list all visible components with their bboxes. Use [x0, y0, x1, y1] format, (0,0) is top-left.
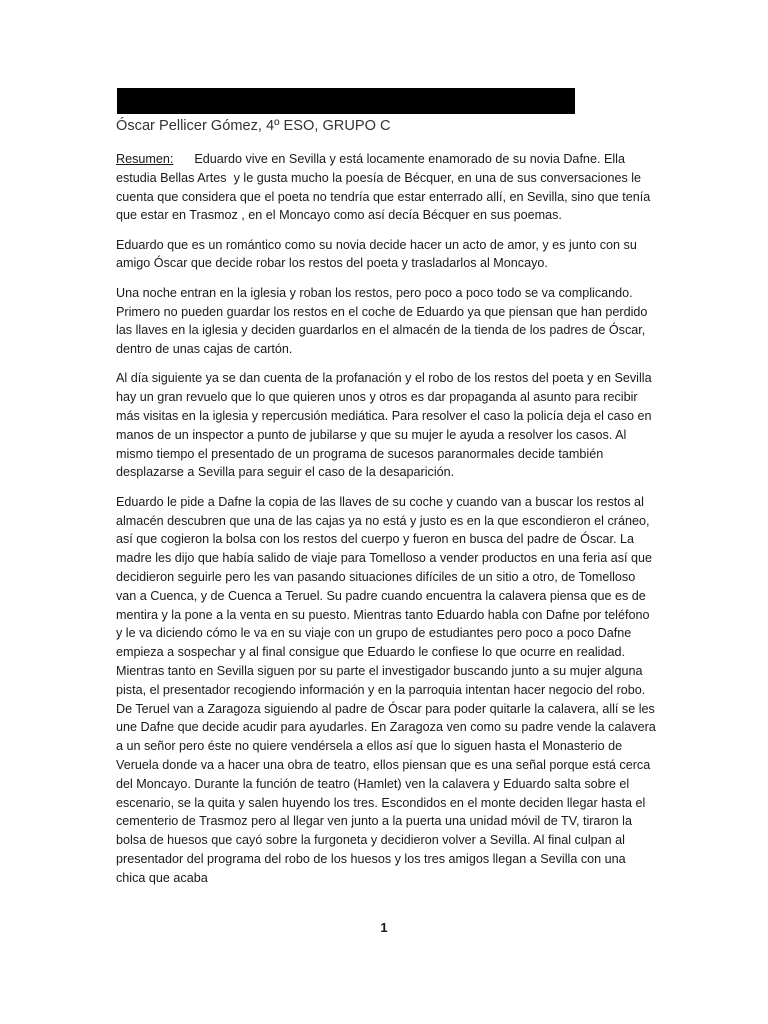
- paragraph-5: Eduardo le pide a Dafne la copia de las llaves de su coche y cuando van a buscar los restos al almacén descubren que una de las cajas ya no está y justo es en la que escondieron el cráneo, así que cogieron la bolsa con los restos del cuerpo y fueron en busca del padre de Óscar. La madre les dijo que había salido de viaje para Tomelloso a vender productos en una feria así que decidieron seguirle pero les van pasando situaciones difíciles de un sitio a otro, de Tomelloso van a Cuenca, y de Cuenca a Teruel. Su padre cuando encuentra la calavera piensa que es de mentira y la pone a la venta en su puesto. Mientras tanto Eduardo habla con Dafne por teléfono y le va diciendo cómo le va en su viaje con un grupo de estudiantes pero poco a poco Dafne empieza a sospechar y al final consigue que Eduardo le confiese lo que ocurre en realidad. Mientras tanto en Sevilla siguen por su parte el investigador buscando junto a su mujer alguna pista, el presentador recogiendo información y en la parroquia intentan hacer negocio del robo. De Teruel van a Zaragoza siguiendo al padre de Óscar para poder quitarle la calavera, allí se les une Dafne que decide acudir para ayudarles. En Zaragoza ven como su padre vende la calavera a un señor pero éste no quiere vendérsela a ellos así que lo siguen hasta el Monasterio de Veruela donde va a hacer una obra de teatro, ellos piensan que es una señal porque está cerca del Moncayo. Durante la función de teatro (Hamlet) ven la calavera y Eduardo salta sobre el escenario, se la quita y salen huyendo los tres. Escondidos en el monte deciden llegar hasta el cementerio de Trasmoz pero al llegar ven junto a la puerta una unidad móvil de TV, tiraron la bolsa de huesos que cayó sobre la furgoneta y decidieron volver a Sevilla. Al final culpan al presentador del programa del robo de los huesos y los tres amigos llegan a Sevilla con una chica que acaba: [116, 494, 656, 885]
- summary-label: Resumen:: [116, 152, 174, 166]
- paragraph-1-text: Eduardo vive en Sevilla y está locamente enamorado de su novia Dafne. Ella estudia Bellas Artes y le gusta mucho la poesía de Bécquer, en una de sus conversaciones le cuenta que considera que el poeta no tendría que estar enterrado allí, en Sevilla, sino que tenía que estar en Trasmoz , en el Moncayo como así decía Bécquer en sus poemas.: [116, 152, 654, 223]
- paragraph-3: Una noche entran en la iglesia y roban los restos, pero poco a poco todo se va complicando. Primero no pueden guardar los restos en el coche de Eduardo ya que piensan que han perdido las llaves en la iglesia y deciden guardarlos en el almacén de la tienda de los padres de Óscar, dentro de unas cajas de cartón.: [116, 285, 648, 357]
- page-number: 1: [380, 920, 388, 935]
- summary-body: [116, 150, 656, 898]
- paragraph-1: [116, 150, 656, 225]
- paragraph-2: Eduardo que es un romántico como su novia decide hacer un acto de amor, y es junto con su amigo Óscar que decide robar los restos del poeta y trasladarlos al Moncayo.: [116, 237, 637, 271]
- author-line: Óscar Pellicer Gómez, 4º ESO, GRUPO C: [116, 118, 391, 134]
- paragraph-4: Al día siguiente ya se dan cuenta de la profanación y el robo de los restos del poeta y en Sevilla hay un gran revuelo que lo que quieren unos y otros es dar propaganda al asunto para recibir más visitas en la iglesia y repercusión mediática. Para resolver el caso la policía deja el caso en manos de un inspector a punto de jubilarse y que su mujer le ayuda a resolver los casos. Al mismo tiempo el presentado de un programa de sucesos paranormales decide también desplazarse a Sevilla para seguir el caso de la desaparición.: [116, 371, 652, 480]
- redacted-title-bar: [117, 88, 575, 114]
